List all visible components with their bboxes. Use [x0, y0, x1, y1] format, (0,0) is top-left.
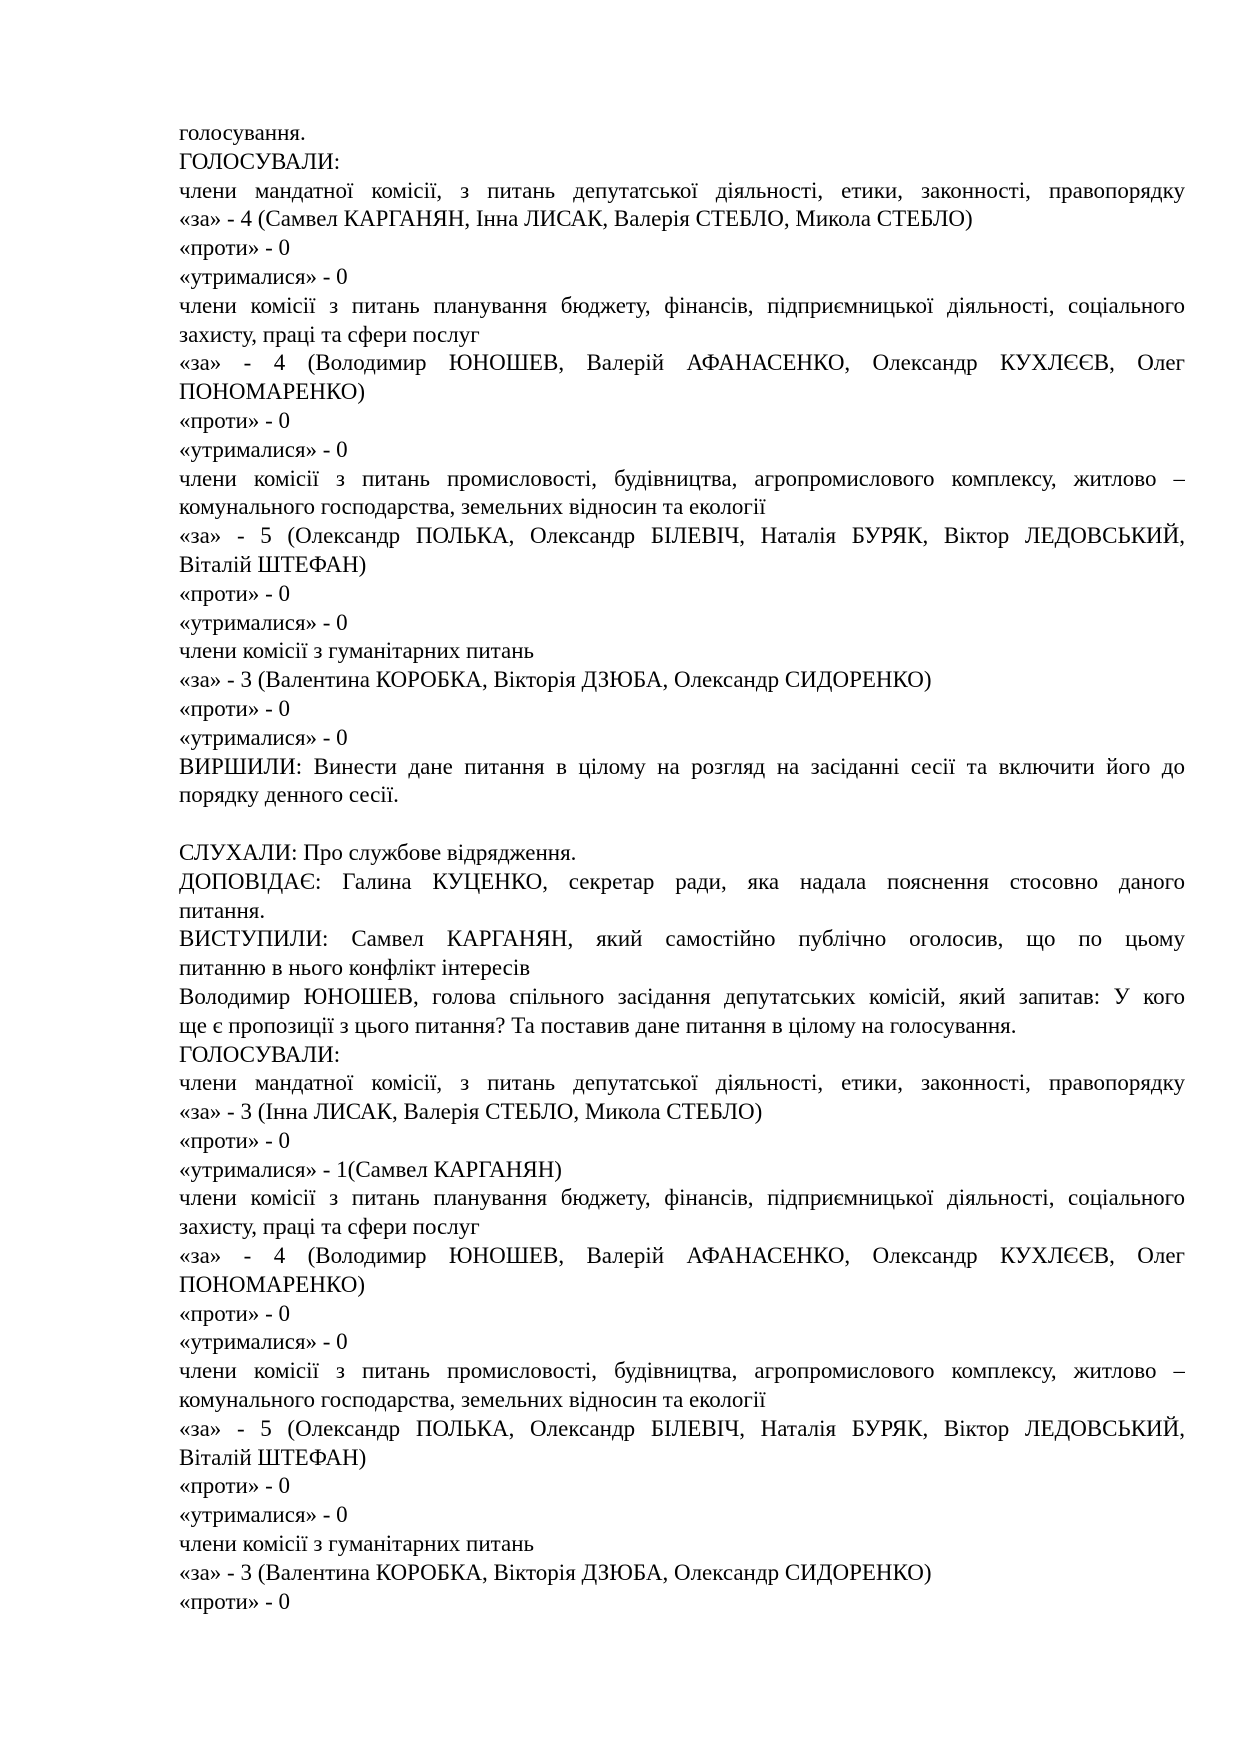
text-line: захисту, праці та сфери послуг: [179, 1214, 480, 1240]
text-line: члени комісії з питань промисловості, будівництва, агропромислового комплексу, житлово –: [179, 465, 1185, 491]
text-line: «проти» - 0: [179, 1473, 291, 1499]
document-page: [179, 119, 1185, 1616]
text-line: ПОНОМАРЕНКО): [179, 379, 365, 405]
blank-line: [179, 810, 1185, 839]
text-line: «проти» - 0: [179, 580, 291, 606]
text-line: ПОНОМАРЕНКО): [179, 1271, 365, 1297]
text-line: «за» - 5 (Олександр ПОЛЬКА, Олександр БІЛЕВІЧ, Наталія БУРЯК, Віктор ЛЕДОВСЬКИЙ,: [179, 523, 1185, 549]
text-line: ВИРШИЛИ: Винести дане питання в цілому на розгляд на засіданні сесії та включити його до: [179, 753, 1185, 779]
text-line: члени комісії з гуманітарних питань: [179, 1531, 535, 1557]
text-line: Віталій ШТЕФАН): [179, 551, 367, 577]
text-line: «за» - 4 (Володимир ЮНОШЕВ, Валерій АФАНАСЕНКО, Олександр КУХЛЄЄВ, Олег: [179, 350, 1185, 376]
text-line: ГОЛОСУВАЛИ:: [179, 148, 341, 174]
text-line: «проти» - 0: [179, 235, 291, 261]
text-line: «за» - 4 (Володимир ЮНОШЕВ, Валерій АФАНАСЕНКО, Олександр КУХЛЄЄВ, Олег: [179, 1243, 1185, 1269]
text-line: голосування.: [179, 120, 306, 145]
text-line: члени комісії з гуманітарних питань: [179, 638, 535, 664]
text-line: «утрималися» - 1(Самвел КАРГАНЯН): [179, 1156, 562, 1182]
text-line: «за» - 3 (Валентина КОРОБКА, Вікторія ДЗЮБА, Олександр СИДОРЕНКО): [179, 667, 932, 693]
text-line: члени комісії з питань планування бюджету, фінансів, підприємницької діяльності, соціального: [179, 1185, 1185, 1211]
text-line: «утрималися» - 0: [179, 609, 348, 635]
text-line: «утрималися» - 0: [179, 1502, 348, 1528]
text-line: «утрималися» - 0: [179, 724, 348, 750]
text-line: «проти» - 0: [179, 407, 291, 433]
text-line: «проти» - 0: [179, 1588, 291, 1614]
text-line: Володимир ЮНОШЕВ, голова спільного засідання депутатських комісій, який запитав: У кого: [179, 983, 1185, 1009]
text-line: захисту, праці та сфери послуг: [179, 321, 480, 347]
text-line: «проти» - 0: [179, 1127, 291, 1153]
text-line: «утрималися» - 0: [179, 1329, 348, 1355]
text-line: «за» - 4 (Самвел КАРГАНЯН, Інна ЛИСАК, Валерія СТЕБЛО, Микола СТЕБЛО): [179, 206, 973, 232]
text-line: члени мандатної комісії, з питань депутатської діяльності, етики, законності, правопорядку: [179, 177, 1185, 203]
text-line: члени комісії з питань промисловості, будівництва, агропромислового комплексу, житлово –: [179, 1358, 1185, 1384]
text-line: «за» - 5 (Олександр ПОЛЬКА, Олександр БІЛЕВІЧ, Наталія БУРЯК, Віктор ЛЕДОВСЬКИЙ,: [179, 1415, 1185, 1441]
text-line: «утрималися» - 0: [179, 263, 348, 289]
text-line: комунального господарства, земельних відносин та екології: [179, 494, 766, 520]
text-line: питання.: [179, 897, 266, 923]
text-line: «проти» - 0: [179, 1300, 291, 1326]
text-line: комунального господарства, земельних відносин та екології: [179, 1387, 766, 1413]
text-line: «проти» - 0: [179, 695, 291, 721]
text-line: ВИСТУПИЛИ: Самвел КАРГАНЯН, який самостійно публічно оголосив, що по цьому: [179, 926, 1185, 952]
text-line: ДОПОВІДАЄ: Галина КУЦЕНКО, секретар ради, яка надала пояснення стосовно даного: [179, 868, 1185, 894]
text-line: ще є пропозиції з цього питання? Та поставив дане питання в цілому на голосування.: [179, 1012, 1017, 1038]
text-line: члени мандатної комісії, з питань депутатської діяльності, етики, законності, правопорядку: [179, 1070, 1185, 1096]
text-line: СЛУХАЛИ: Про службове відрядження.: [179, 839, 577, 865]
text-line: «за» - 3 (Валентина КОРОБКА, Вікторія ДЗЮБА, Олександр СИДОРЕНКО): [179, 1559, 932, 1585]
text-line: питанню в нього конфлікт інтересів: [179, 955, 531, 981]
text-line: «утрималися» - 0: [179, 436, 348, 462]
text-line: порядку денного сесії.: [179, 782, 399, 808]
text-line: Віталій ШТЕФАН): [179, 1444, 367, 1470]
text-line: «за» - 3 (Інна ЛИСАК, Валерія СТЕБЛО, Микола СТЕБЛО): [179, 1099, 763, 1125]
text-line: члени комісії з питань планування бюджету, фінансів, підприємницької діяльності, соціального: [179, 292, 1185, 318]
text-line: ГОЛОСУВАЛИ:: [179, 1041, 341, 1067]
